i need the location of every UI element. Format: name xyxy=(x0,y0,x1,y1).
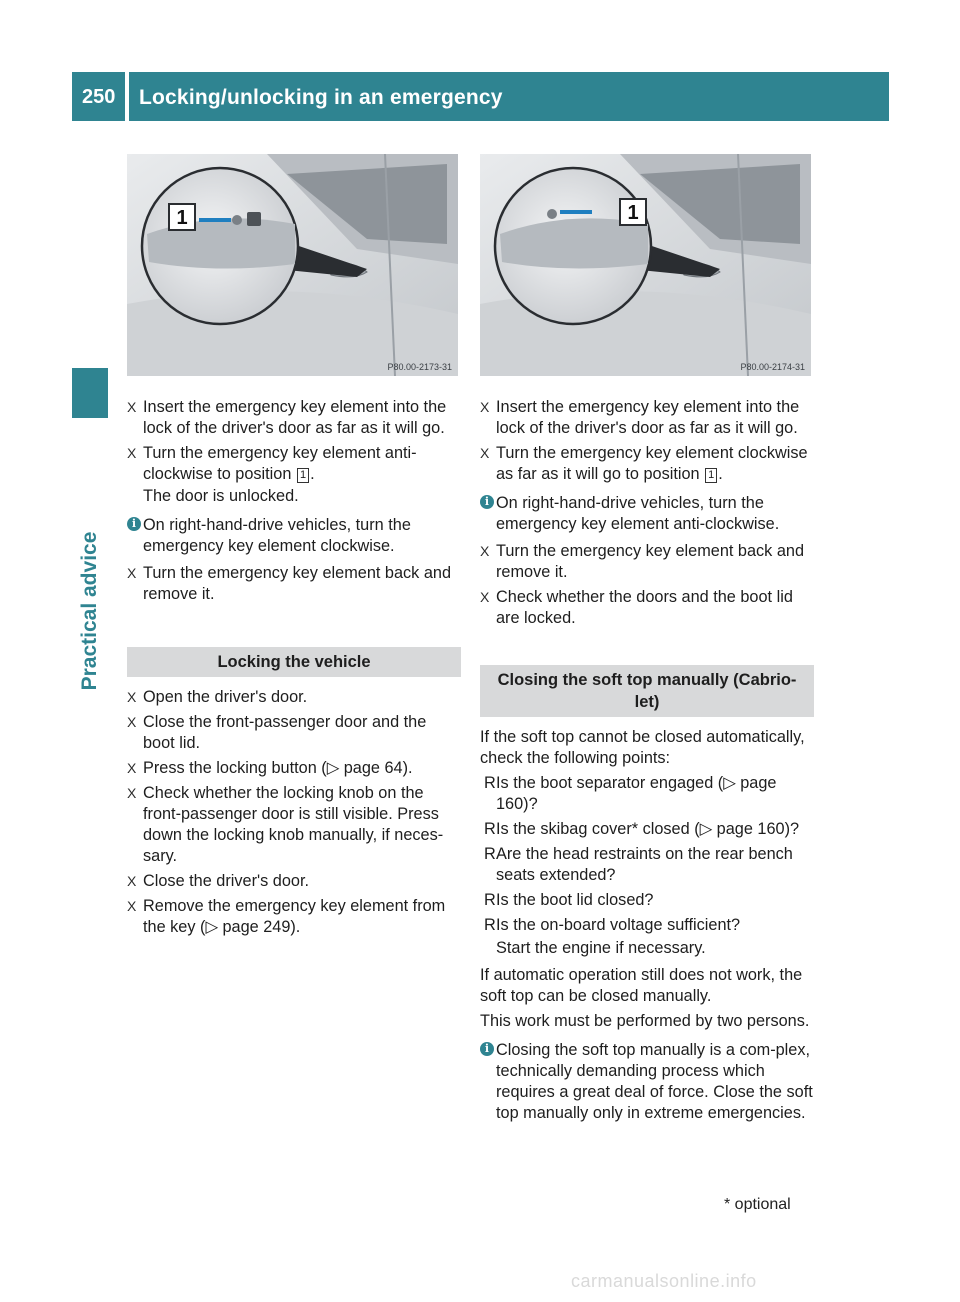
page-number: 250 xyxy=(82,86,116,108)
paragraph: If automatic operation still does not work, the soft top can be closed manually. xyxy=(480,966,803,1005)
header-divider xyxy=(125,72,129,121)
page-reference[interactable]: Is the boot separator engaged (▷ page 160)? xyxy=(496,774,777,813)
footer-optional-note: * optional xyxy=(724,1196,791,1213)
step-marker: X xyxy=(127,714,137,730)
bullet-marker: R xyxy=(484,820,496,838)
checklist-item xyxy=(480,819,814,840)
instruction-step: X Turn the emergency key element back and remove it. xyxy=(480,542,804,581)
instruction-step xyxy=(127,758,461,779)
step-marker: X xyxy=(127,565,137,581)
left-column xyxy=(127,397,461,942)
position-marker: 1 xyxy=(705,468,717,483)
step-marker: X xyxy=(480,543,490,559)
step-result: The door is unlocked. xyxy=(143,487,299,505)
page-reference[interactable]: Press the locking button (▷ page 64). xyxy=(143,759,413,777)
paragraph: If the soft top cannot be closed automatically, check the following points: xyxy=(480,728,805,767)
checklist-subtext: Start the engine if necessary. xyxy=(496,939,706,957)
checklist-item: R Is the boot lid closed? xyxy=(484,891,654,909)
checklist-item: R Are the head restraints on the rear bench seats extended? xyxy=(484,845,793,884)
step-marker: X xyxy=(127,898,137,914)
instruction-step: X Check whether the locking knob on the front-passenger door is still visible. Press down the locking knob manually, if neces-sary. xyxy=(127,784,444,865)
step-marker: X xyxy=(127,785,137,801)
info-icon: i xyxy=(127,517,141,531)
paragraph: This work must be performed by two persons. xyxy=(480,1012,810,1030)
info-note: i Closing the soft top manually is a com-plex, technically demanding process which requires a great deal of force. Close the soft top manually only in extreme emergencies. xyxy=(480,1040,814,1124)
info-note: i On right-hand-drive vehicles, turn the emergency key element clockwise. xyxy=(127,515,461,557)
right-column xyxy=(480,397,814,1130)
step-marker: X xyxy=(127,689,137,705)
info-note: i On right-hand-drive vehicles, turn the emergency key element anti-clockwise. xyxy=(480,493,814,535)
info-icon: i xyxy=(480,495,494,509)
step-marker: X xyxy=(480,399,490,415)
bullet-marker: R xyxy=(484,774,496,792)
section-tab-marker xyxy=(72,368,108,418)
bullet-marker: R xyxy=(484,845,496,863)
figure-code: P80.00-2174-31 xyxy=(740,362,805,372)
bullet-marker: R xyxy=(484,891,496,909)
door-lock-illustration xyxy=(127,154,458,376)
page-title: Locking/unlocking in an emergency xyxy=(139,86,503,109)
figure-door-lock-left xyxy=(127,154,458,376)
instruction-step: X Insert the emergency key element into the lock of the driver's door as far as it will go. xyxy=(480,398,800,437)
instruction-step: X Turn the emergency key element anti-clockwise to position 1 . xyxy=(127,444,417,483)
section-heading: Locking the vehicle xyxy=(127,647,461,677)
step-marker: X xyxy=(480,589,490,605)
checklist-item xyxy=(480,773,814,815)
figure-code: P80.00-2173-31 xyxy=(387,362,452,372)
bullet-marker: R xyxy=(484,916,496,934)
instruction-step: X Close the front-passenger door and the boot lid. xyxy=(127,713,427,752)
callout-number: 1 xyxy=(627,202,639,224)
step-marker: X xyxy=(127,873,137,889)
instruction-step: X Turn the emergency key element back and remove it. xyxy=(127,564,451,603)
figure-door-lock-right xyxy=(480,154,811,376)
instruction-step: X Open the driver's door. xyxy=(127,688,308,706)
instruction-step: X Close the driver's door. xyxy=(127,872,309,890)
instruction-step: X Insert the emergency key element into the lock of the driver's door as far as it will go. xyxy=(127,398,447,437)
instruction-step: X Check whether the doors and the boot lid are locked. xyxy=(480,588,793,627)
step-marker: X xyxy=(127,399,137,415)
page-reference[interactable]: Is the skibag cover* closed (▷ page 160)? xyxy=(496,820,800,838)
page-reference[interactable]: Remove the emergency key element from the key (▷ page 249). xyxy=(143,897,446,936)
section-side-label: Practical advice xyxy=(78,531,101,691)
callout-number: 1 xyxy=(176,207,188,229)
section-heading: Closing the soft top manually (Cabrio-let) xyxy=(480,665,814,717)
step-marker: X xyxy=(480,445,490,461)
step-marker: X xyxy=(127,445,137,461)
instruction-step: X Turn the emergency key element clockwise as far as it will go to position 1 . xyxy=(480,444,808,483)
position-marker: 1 xyxy=(297,468,309,483)
instruction-step xyxy=(127,896,461,938)
watermark: carmanualsonline.info xyxy=(571,1271,757,1291)
step-marker: X xyxy=(127,760,137,776)
info-icon: i xyxy=(480,1042,494,1056)
door-lock-illustration xyxy=(480,154,811,376)
checklist-item: R Is the on-board voltage sufficient? xyxy=(484,916,741,934)
